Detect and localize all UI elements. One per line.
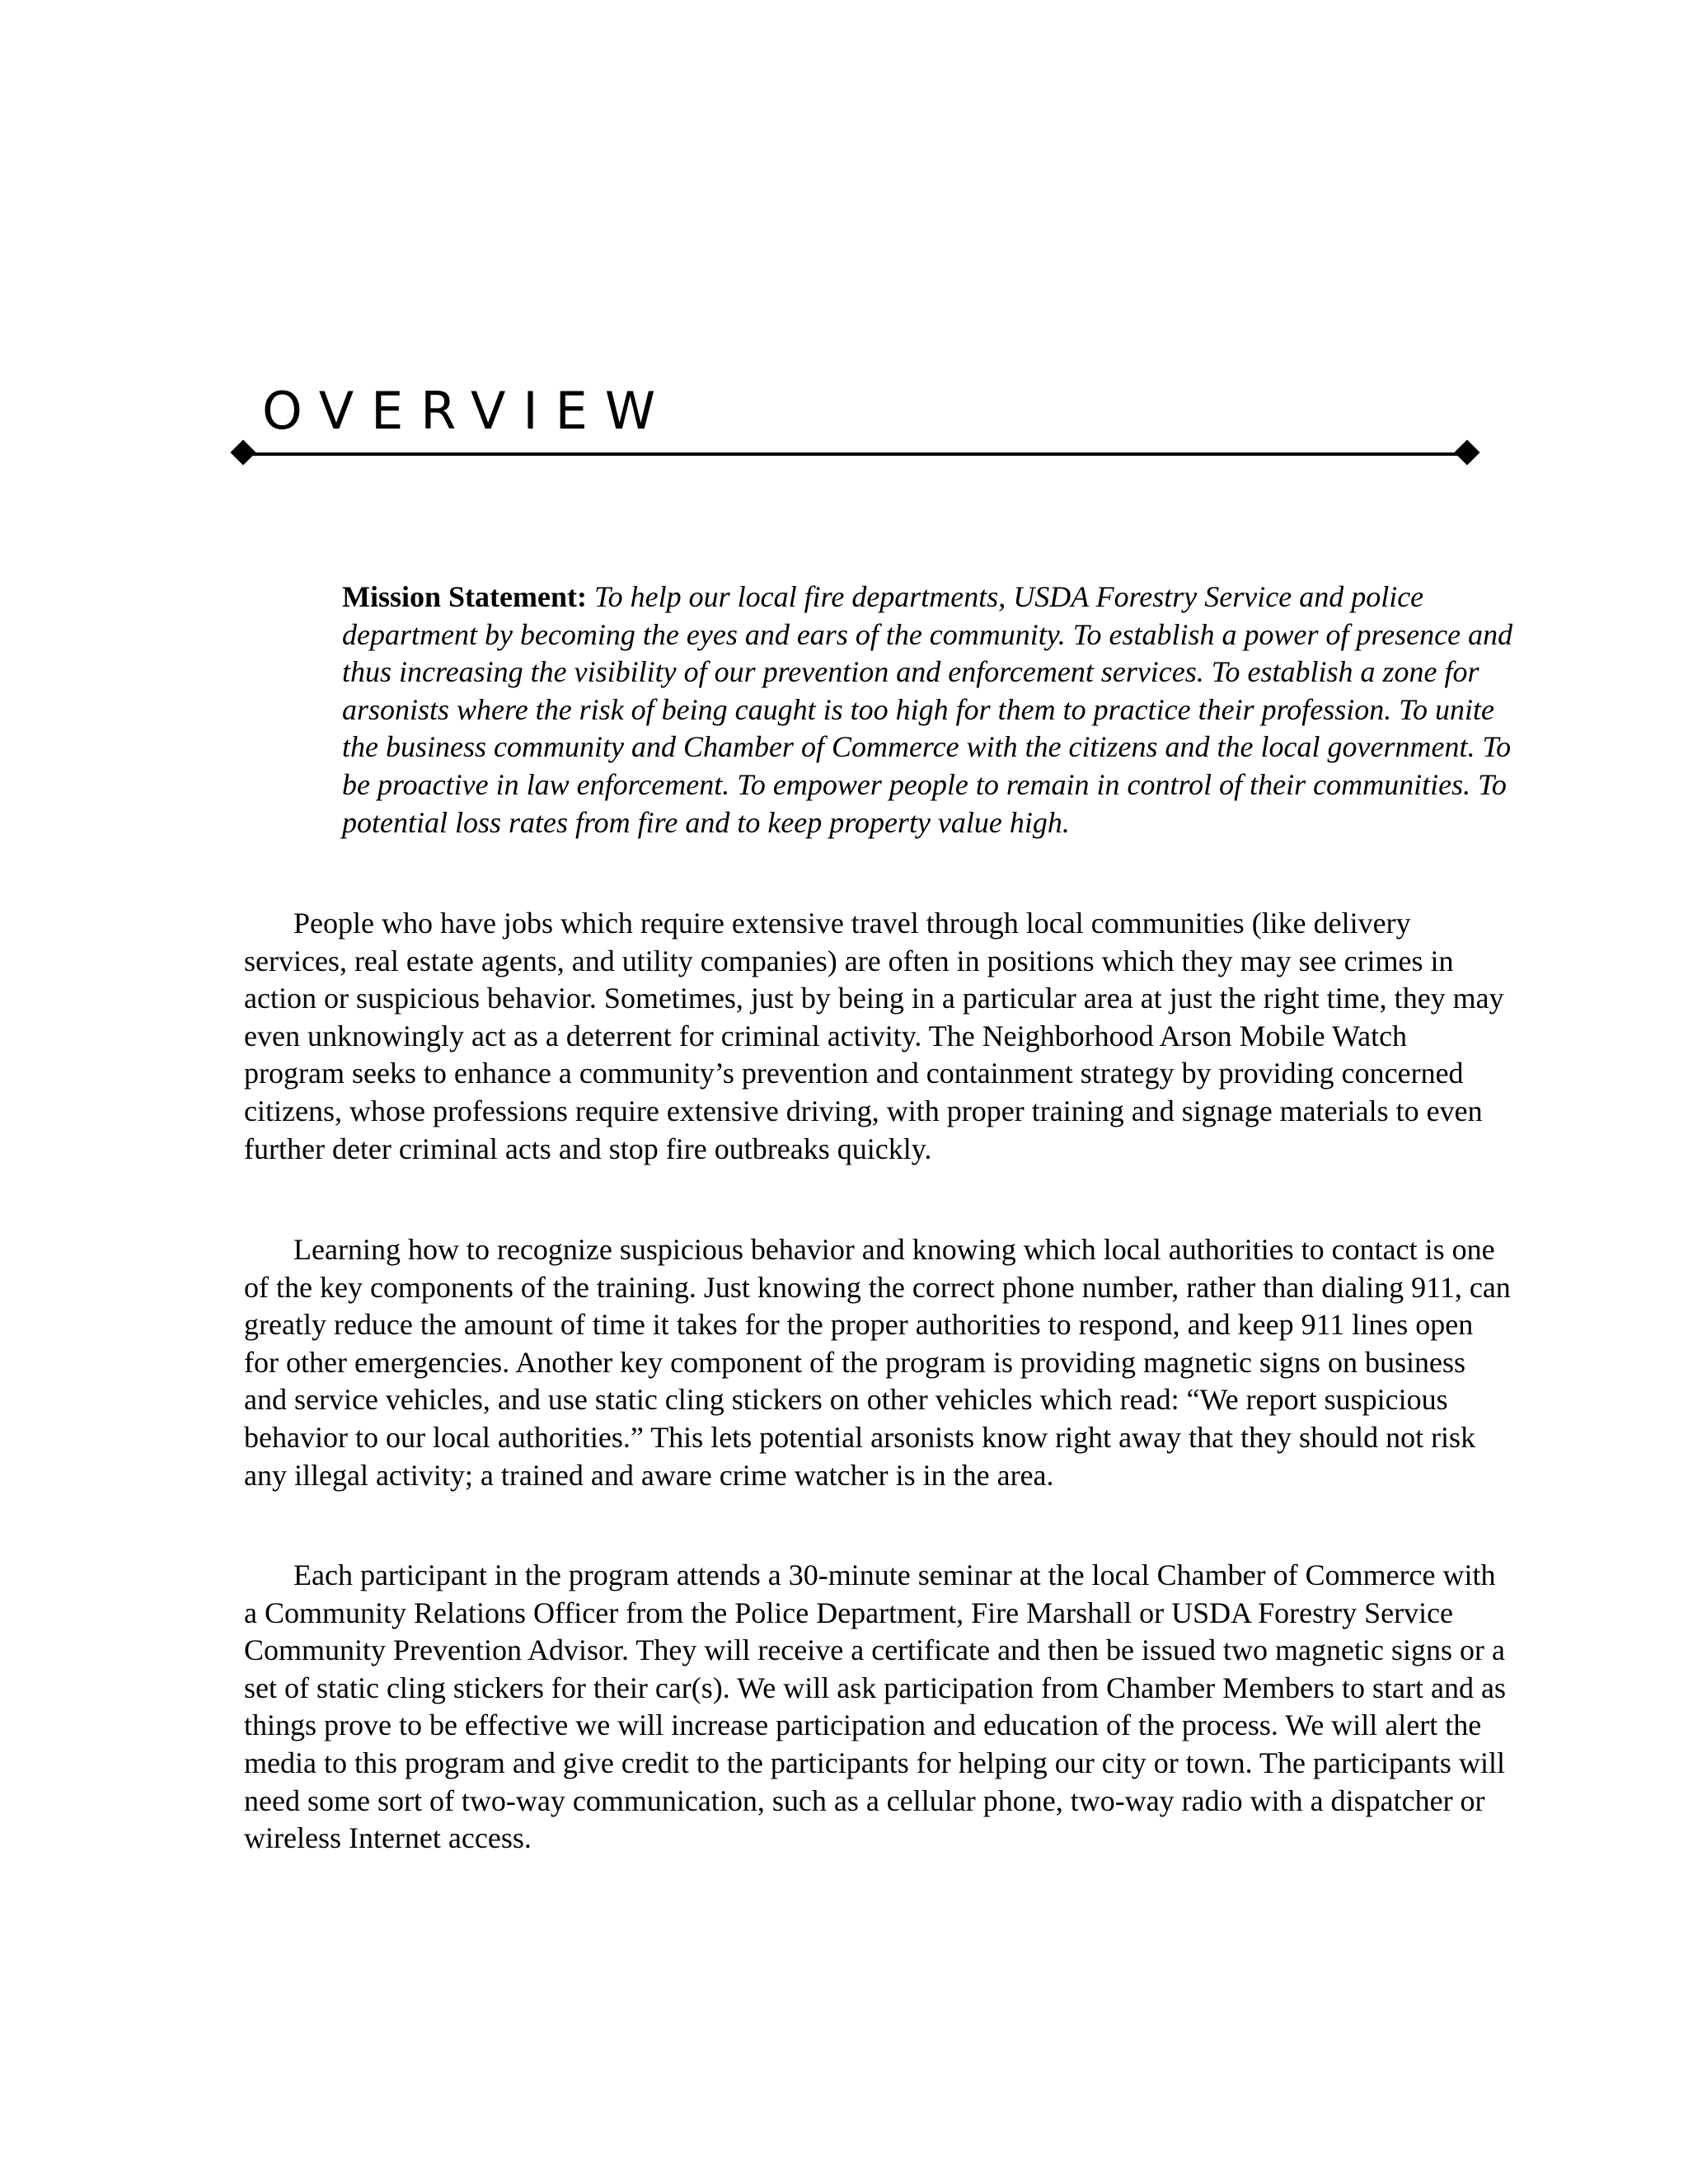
mission-statement [342, 579, 1517, 841]
mission-label: Mission Statement: [342, 580, 587, 613]
rule-right-diamond-icon [1454, 439, 1479, 465]
heading-rule [244, 452, 1467, 456]
paragraph-1: People who have jobs which require extensive travel through local communities (like delivery services, real estate agents, and utility companies) are often in positions which they may see crimes in action or suspicious behavior. Sometimes, just by being in a particular area at just the right time, they may even unknowingly act as a deterrent for criminal activity. The Neighborhood Arson Mobile Watch program seeks to enhance a community’s prevention and containment strategy by providing concerned citizens, whose professions require extensive driving, with proper training and signage materials to even further deter criminal acts and stop fire outbreaks quickly. [244, 907, 1504, 1165]
paragraph-3: Each participant in the program attends a 30-minute seminar at the local Chamber of Commerce with a Community Relations Officer from the Police Department, Fire Marshall or USDA Forestry Service Community Prevention Advisor. They will receive a certificate and then be issued two magnetic signs or a set of static cling stickers for their car(s). We will ask participation from Chamber Members to start and as things prove to be effective we will increase participation and education of the process. We will alert the media to this program and give credit to the participants for helping our city or town. The participants will need some sort of two-way communication, such as a cellular phone, two-way radio with a dispatcher or wireless Internet access. [244, 1558, 1506, 1855]
page-heading: OVERVIEW [262, 381, 673, 441]
mission-text: To help our local fire departments, USDA Forestry Service and police department by becoming the eyes and ears of the community. To establish a power of presence and thus increasing the visibility of our prevention and enforcement services. To establish a zone for arsonists where the risk of being caught is too high for them to practice their profession. To unite the business community and Chamber of Commerce with the citizens and the local government. To be proactive in law enforcement. To empower people to remain in control of their communities. To potential loss rates from fire and to keep property value high. [342, 580, 1513, 839]
paragraph-2: Learning how to recognize suspicious behavior and knowing which local authorities to contact is one of the key components of the training. Just knowing the correct phone number, rather than dialing 911, can greatly reduce the amount of time it takes for the proper authorities to respond, and keep 911 lines open for other emergencies. Another key component of the program is providing magnetic signs on business and service vehicles, and use static cling stickers on other vehicles which read: “We report suspicious behavior to our local authorities.” This lets potential arsonists know right away that they should not risk any illegal activity; a trained and aware crime watcher is in the area. [244, 1233, 1511, 1492]
